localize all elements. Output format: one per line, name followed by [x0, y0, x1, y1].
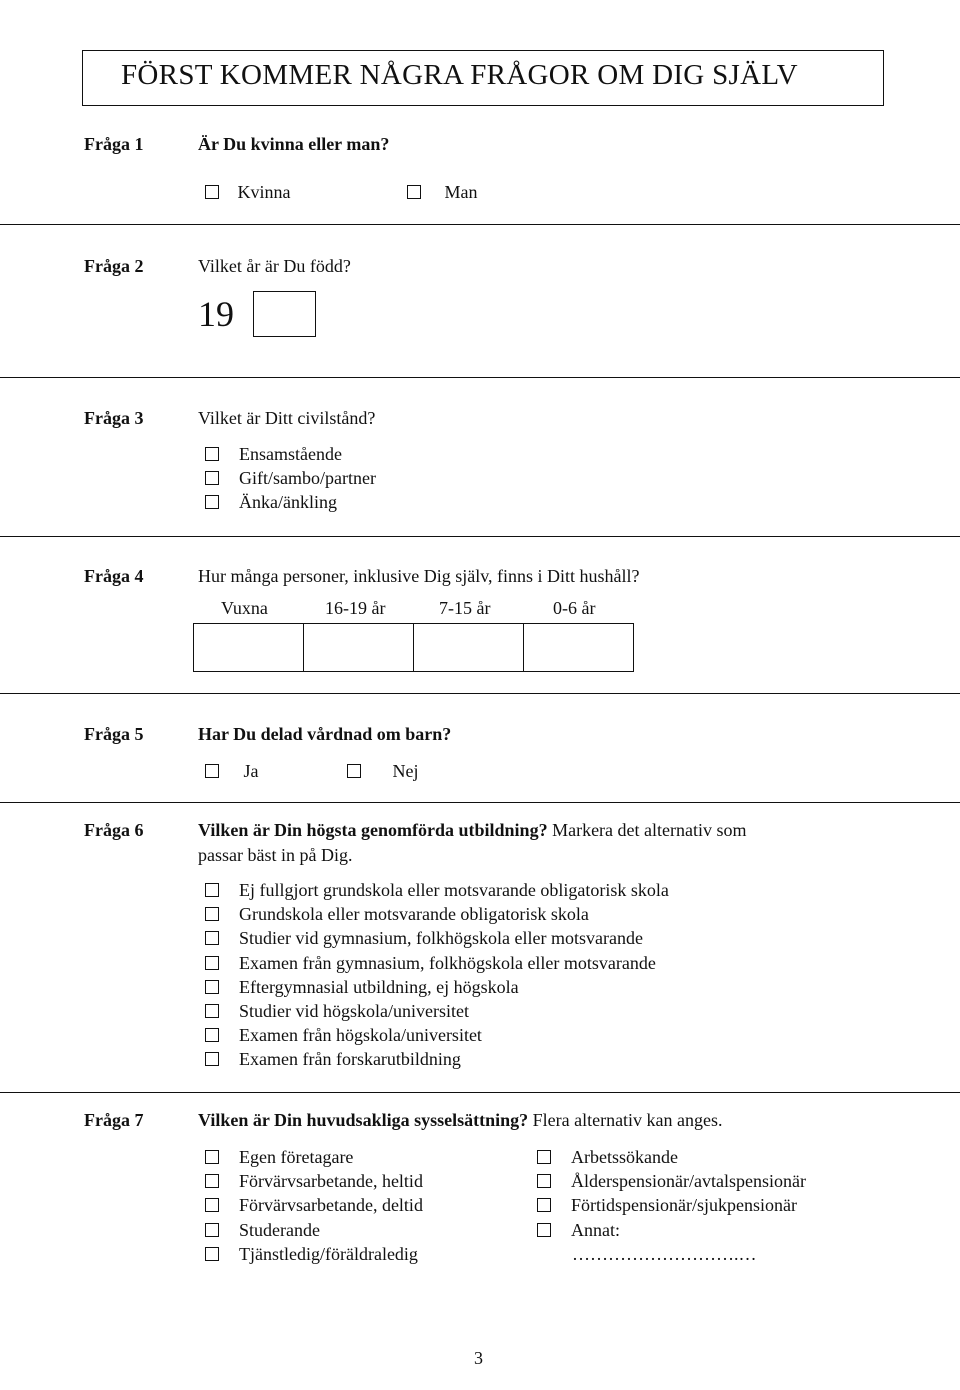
- question-6-label: Fråga 6: [84, 820, 144, 840]
- option-label: Examen från högskola/universitet: [239, 1025, 482, 1046]
- checkbox-icon[interactable]: [205, 1174, 219, 1188]
- option-man[interactable]: [407, 181, 478, 203]
- option-education-6[interactable]: [205, 1000, 669, 1024]
- divider: [0, 377, 960, 378]
- option-label: Tjänstledig/föräldraledig: [239, 1243, 418, 1264]
- question-7-text-rest: Flera alternativ kan anges.: [532, 1110, 723, 1130]
- option-label: Gift/sambo/partner: [239, 468, 376, 488]
- option-label: Egen företagare: [239, 1147, 354, 1167]
- checkbox-icon[interactable]: [205, 1198, 219, 1212]
- option-gift-sambo-partner[interactable]: [205, 467, 376, 491]
- birth-year-input[interactable]: [253, 291, 316, 337]
- option-arbetssokande[interactable]: [537, 1146, 806, 1170]
- civil-status-options: [205, 443, 376, 515]
- option-anka-ankling[interactable]: [205, 491, 376, 515]
- household-7-15-input[interactable]: [413, 623, 524, 672]
- checkbox-icon[interactable]: [205, 883, 219, 897]
- option-label: Eftergymnasial utbildning, ej högskola: [239, 976, 519, 997]
- divider: [0, 802, 960, 803]
- option-egen-foretagare[interactable]: [205, 1146, 423, 1170]
- question-6-text-rest: Markera det alternativ som: [552, 820, 747, 840]
- option-kvinna[interactable]: [205, 181, 291, 203]
- option-label: Kvinna: [237, 182, 291, 202]
- question-6-text: [198, 820, 747, 841]
- column-label-7-15: 7-15 år: [439, 598, 491, 618]
- option-label: Studier vid gymnasium, folkhögskola eller motsvarande: [239, 928, 643, 949]
- divider: [0, 1092, 960, 1093]
- checkbox-icon[interactable]: [537, 1198, 551, 1212]
- option-label: Ej fullgjort grundskola eller motsvarande obligatorisk skola: [239, 880, 669, 900]
- option-label: Examen från gymnasium, folkhögskola eller motsvarande: [239, 952, 656, 973]
- option-label: Studerande: [239, 1219, 320, 1240]
- option-forvarvsarbetande-deltid[interactable]: [205, 1194, 423, 1218]
- option-ja[interactable]: [205, 760, 259, 782]
- option-alderspensionar[interactable]: [537, 1170, 806, 1194]
- household-vuxna-input[interactable]: [193, 623, 304, 672]
- question-3-label: Fråga 3: [84, 408, 144, 428]
- checkbox-icon[interactable]: [537, 1150, 551, 1164]
- question-4-label: Fråga 4: [84, 566, 144, 586]
- question-4-text: Hur många personer, inklusive Dig själv, finns i Ditt hushåll?: [198, 566, 640, 586]
- question-3-text: Vilket är Ditt civilstånd?: [198, 408, 376, 428]
- option-label: Förvärvsarbetande, heltid: [239, 1171, 423, 1192]
- option-label: Annat:: [571, 1219, 620, 1240]
- option-forvarvsarbetande-heltid[interactable]: [205, 1170, 423, 1194]
- divider: [0, 536, 960, 537]
- column-label-16-19: 16-19 år: [325, 598, 386, 618]
- occupation-options-left: [205, 1146, 423, 1267]
- checkbox-icon[interactable]: [205, 1004, 219, 1018]
- divider: [0, 693, 960, 694]
- question-1-text: Är Du kvinna eller man?: [198, 134, 390, 154]
- option-label: Ålderspensionär/avtalspensionär: [571, 1171, 806, 1192]
- checkbox-icon[interactable]: [347, 764, 361, 778]
- question-1-label: Fråga 1: [84, 134, 144, 154]
- column-label-0-6: 0-6 år: [553, 598, 596, 618]
- checkbox-icon[interactable]: [205, 1150, 219, 1164]
- option-label: Nej: [392, 761, 419, 781]
- option-education-1[interactable]: [205, 879, 669, 903]
- option-label: Man: [444, 182, 478, 202]
- divider: [0, 224, 960, 225]
- option-ensamstaende[interactable]: [205, 443, 376, 467]
- section-title: FÖRST KOMMER NÅGRA FRÅGOR OM DIG SJÄLV: [121, 59, 798, 91]
- option-tjanstledig-foraldraledig[interactable]: [205, 1243, 423, 1267]
- checkbox-icon[interactable]: [205, 980, 219, 994]
- checkbox-icon[interactable]: [205, 931, 219, 945]
- checkbox-icon[interactable]: [205, 1223, 219, 1237]
- section-title-box: [82, 50, 884, 106]
- option-education-4[interactable]: [205, 952, 669, 976]
- column-label-vuxna: Vuxna: [221, 598, 268, 618]
- option-education-2[interactable]: [205, 903, 669, 927]
- option-education-7[interactable]: [205, 1024, 669, 1048]
- checkbox-icon[interactable]: [205, 764, 219, 778]
- option-label: Förvärvsarbetande, deltid: [239, 1195, 423, 1216]
- question-6-text-line2: passar bäst in på Dig.: [198, 845, 353, 865]
- question-7-text: [198, 1110, 723, 1131]
- household-0-6-input[interactable]: [523, 623, 634, 672]
- page-number: 3: [474, 1348, 483, 1368]
- education-options: [205, 879, 669, 1073]
- question-2-text: Vilket år är Du född?: [198, 256, 351, 276]
- question-5-text: Har Du delad vårdnad om barn?: [198, 724, 452, 744]
- checkbox-icon[interactable]: [537, 1223, 551, 1237]
- question-5-label: Fråga 5: [84, 724, 144, 744]
- option-education-8[interactable]: [205, 1048, 669, 1072]
- checkbox-icon[interactable]: [205, 1247, 219, 1261]
- option-label: Änka/änkling: [239, 492, 337, 512]
- checkbox-icon[interactable]: [205, 185, 219, 199]
- option-studerande[interactable]: [205, 1219, 423, 1243]
- option-education-3[interactable]: [205, 927, 669, 951]
- option-label: Grundskola eller motsvarande obligatorisk skola: [239, 904, 589, 925]
- option-label: Ja: [243, 761, 259, 781]
- option-label: Examen från forskarutbildning: [239, 1049, 461, 1070]
- checkbox-icon[interactable]: [205, 1052, 219, 1066]
- checkbox-icon[interactable]: [205, 907, 219, 921]
- year-prefix: 19: [198, 294, 234, 334]
- option-fortidspensionar[interactable]: [537, 1194, 806, 1218]
- checkbox-icon[interactable]: [205, 447, 219, 461]
- question-7-label: Fråga 7: [84, 1110, 144, 1130]
- checkbox-icon[interactable]: [537, 1174, 551, 1188]
- checkbox-icon[interactable]: [407, 185, 421, 199]
- option-label: Ensamstående: [239, 444, 342, 464]
- option-education-5[interactable]: [205, 976, 669, 1000]
- option-label: Arbetssökande: [571, 1147, 678, 1167]
- option-label: Förtidspensionär/sjukpensionär: [571, 1195, 797, 1216]
- checkbox-icon[interactable]: [205, 495, 219, 509]
- question-6-text-bold: Vilken är Din högsta genomförda utbildning?: [198, 820, 548, 840]
- option-annat[interactable]: [537, 1219, 806, 1243]
- checkbox-icon[interactable]: [205, 956, 219, 970]
- checkbox-icon[interactable]: [205, 471, 219, 485]
- question-2-label: Fråga 2: [84, 256, 144, 276]
- annat-fill-in-line[interactable]: ……………………….…: [572, 1243, 757, 1264]
- option-nej[interactable]: [347, 760, 419, 782]
- question-7-text-bold: Vilken är Din huvudsakliga sysselsättning?: [198, 1110, 529, 1130]
- household-16-19-input[interactable]: [303, 623, 414, 672]
- occupation-options-right: [537, 1146, 806, 1267]
- option-label: Studier vid högskola/universitet: [239, 1000, 469, 1021]
- checkbox-icon[interactable]: [205, 1028, 219, 1042]
